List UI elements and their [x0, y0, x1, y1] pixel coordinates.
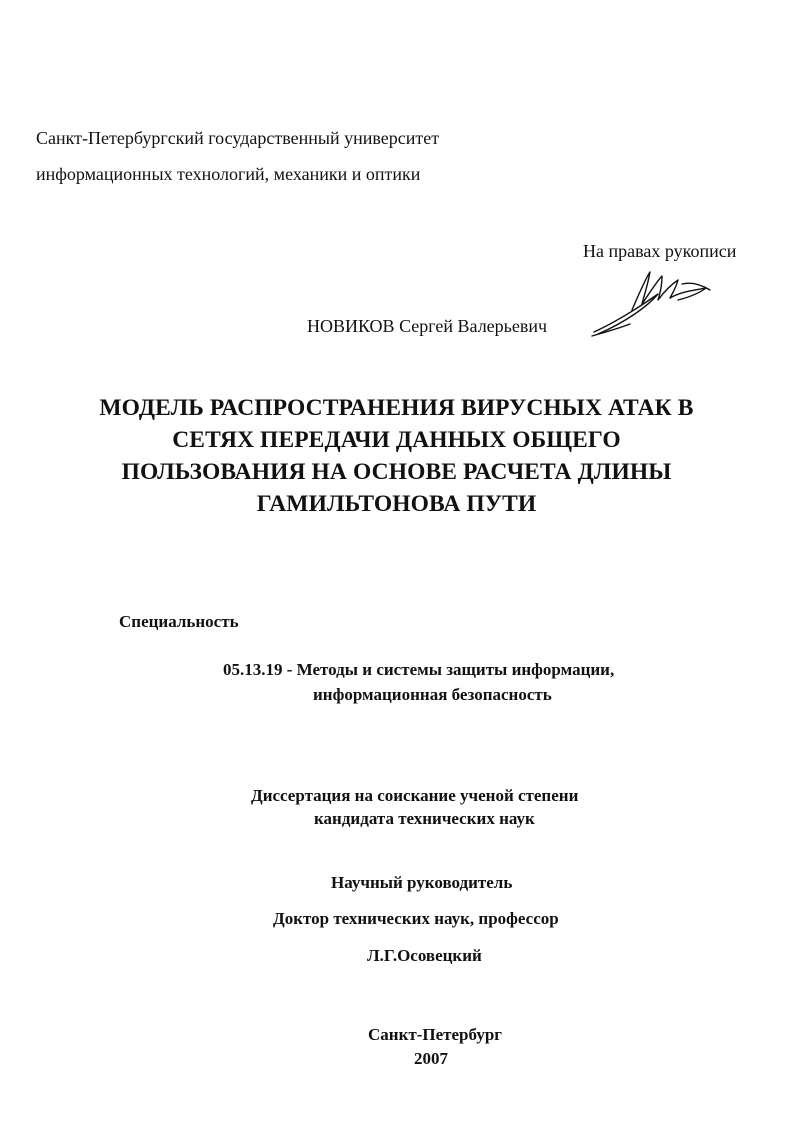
manuscript-note: На правах рукописи	[583, 241, 737, 261]
advisor-degree: Доктор технических наук, профессор	[273, 909, 559, 928]
specialty-line-1: 05.13.19 - Методы и системы защиты информации,	[223, 660, 615, 679]
signature-icon	[586, 266, 716, 342]
title-line-4: ГАМИЛЬТОНОВА ПУТИ	[256, 491, 537, 517]
dissertation-title	[60, 392, 733, 520]
dissertation-line-2: кандидата технических наук	[314, 809, 535, 828]
specialty-label: Специальность	[119, 612, 239, 631]
university-line-2: информационных технологий, механики и оптики	[36, 164, 421, 184]
university-line-1: Санкт-Петербургский государственный университет	[36, 128, 440, 148]
author-name: НОВИКОВ Сергей Валерьевич	[307, 316, 548, 336]
city: Санкт-Петербург	[368, 1025, 503, 1044]
title-line-1: МОДЕЛЬ РАСПРОСТРАНЕНИЯ ВИРУСНЫХ АТАК В	[99, 395, 694, 421]
title-line-3: ПОЛЬЗОВАНИЯ НА ОСНОВЕ РАСЧЕТА ДЛИНЫ	[121, 459, 672, 485]
dissertation-line-1: Диссертация на соискание ученой степени	[251, 786, 579, 805]
advisor-label: Научный руководитель	[331, 873, 513, 892]
specialty-line-2: информационная безопасность	[313, 685, 552, 704]
year: 2007	[414, 1049, 448, 1068]
advisor-name: Л.Г.Осовецкий	[367, 946, 482, 965]
title-line-2: СЕТЯХ ПЕРЕДАЧИ ДАННЫХ ОБЩЕГО	[172, 427, 621, 453]
